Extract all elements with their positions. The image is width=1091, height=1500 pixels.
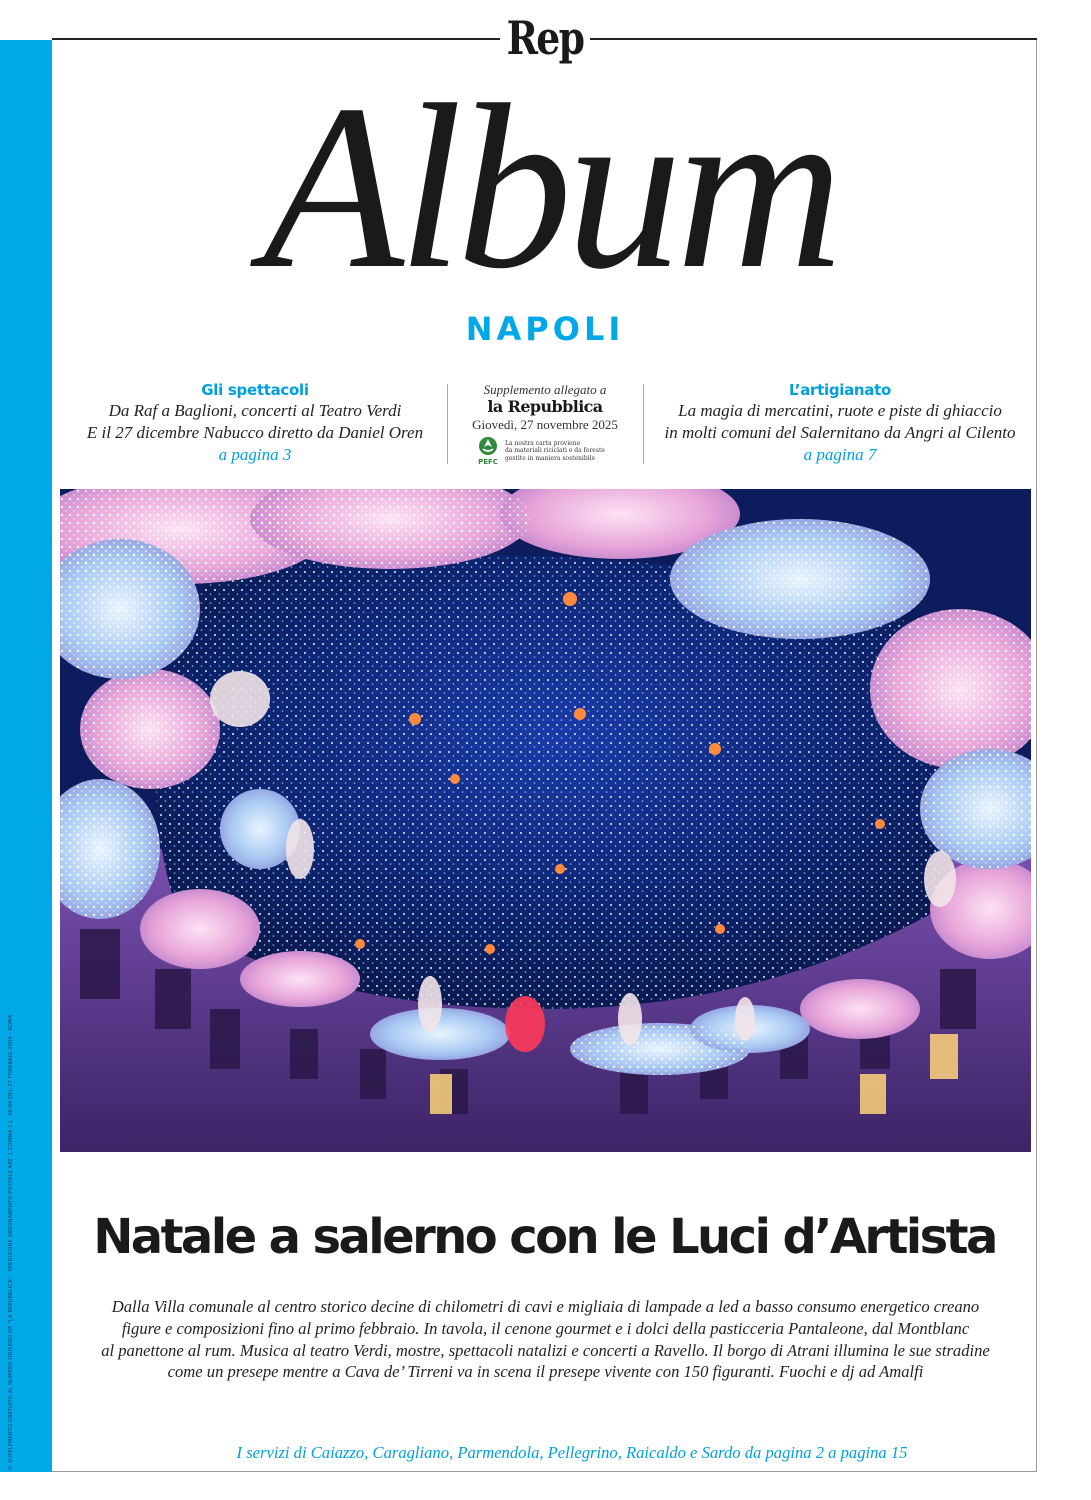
pefc-text-line: da materiali riciclati e da foreste	[505, 447, 605, 455]
teaser-artigianato[interactable]	[645, 380, 1035, 466]
lights-photo-illustration	[60, 489, 1031, 1152]
lead-line: come un presepe mentre a Cava de’ Tirreni va in scena il presepe vivente con 150 figuranti. Fuochi e dj ad Amalfi	[167, 1362, 924, 1382]
main-headline: Natale a salerno con le Luci d’Artista	[93, 1209, 996, 1265]
column-divider	[643, 384, 644, 464]
brand-logo: Rep	[506, 11, 584, 65]
frame-border-bottom	[52, 1471, 1037, 1472]
teaser-spettacoli[interactable]	[60, 380, 450, 466]
supplement-label: Supplemento allegato a	[483, 382, 607, 397]
lead-line: al panettone al rum. Musica al teatro Verdi, mostre, spettacoli natalizi e concerti a Ravello. Il borgo di Atrani illumina le sue stradine	[101, 1340, 990, 1360]
column-divider	[447, 384, 448, 464]
pefc-text-line: La nostra carta proviene	[505, 439, 581, 447]
lead-line: Dalla Villa comunale al centro storico decine di chilometri di cavi e migliaia di lampade a led a basso consumo energetico creano	[111, 1297, 980, 1316]
pefc-text-line: gestite in maniera sostenibile	[505, 454, 596, 462]
pefc-logo-label: PEFC	[478, 458, 498, 466]
pefc-certification	[455, 436, 635, 466]
pefc-logo-icon	[475, 436, 501, 466]
masthead-rule-left	[52, 38, 500, 40]
cover-photo	[60, 489, 1031, 1152]
teaser-line: E il 27 dicembre Nabucco diretto da Daniel Oren	[86, 423, 424, 442]
teaser-line: La magia di mercatini, ruote e piste di ghiaccio	[678, 401, 1002, 420]
newspaper-name: la Repubblica	[487, 397, 603, 416]
lead-line: figure e composizioni fino al primo febbraio. In tavola, il cenone gourmet e i dolci della pasticceria Pantaleone, dal Montblanc	[121, 1318, 970, 1338]
lead-paragraph	[58, 1296, 1033, 1383]
teaser-section-label: L’artigianato	[788, 381, 892, 399]
teaser-page-ref: a pagina 7	[803, 445, 877, 464]
teaser-line: Da Raf a Baglioni, concerti al Teatro Verdi	[108, 401, 402, 420]
author-credits: I servizi di Caiazzo, Caragliano, Parmendola, Pellegrino, Raicaldo e Sardo da pagina 2 a pagina 15	[236, 1443, 908, 1462]
spine-legal-text: © SUPPLEMENTO GRATUITO AL NUMERO ODIERNO DE "LA REPUBBLICA" · SPEDIZIONE ABBONAMENTO POSTALE ART. 1 COMMA 1 L. 46/04 DEL 27 FEBBRAIO 2004 - ROMA	[8, 1014, 14, 1470]
teaser-page-ref: a pagina 3	[218, 445, 292, 464]
teaser-line: in molti comuni del Salernitano da Angri al Cilento	[664, 423, 1016, 442]
publication-title: Album	[262, 57, 838, 318]
pefc-text	[505, 440, 615, 463]
masthead-rule-right	[590, 38, 1037, 40]
teaser-section-label: Gli spettacoli	[201, 381, 309, 399]
issue-date: Giovedì, 27 novembre 2025	[472, 417, 618, 432]
edition-label: NAPOLI	[465, 310, 625, 348]
supplement-box	[455, 382, 635, 466]
